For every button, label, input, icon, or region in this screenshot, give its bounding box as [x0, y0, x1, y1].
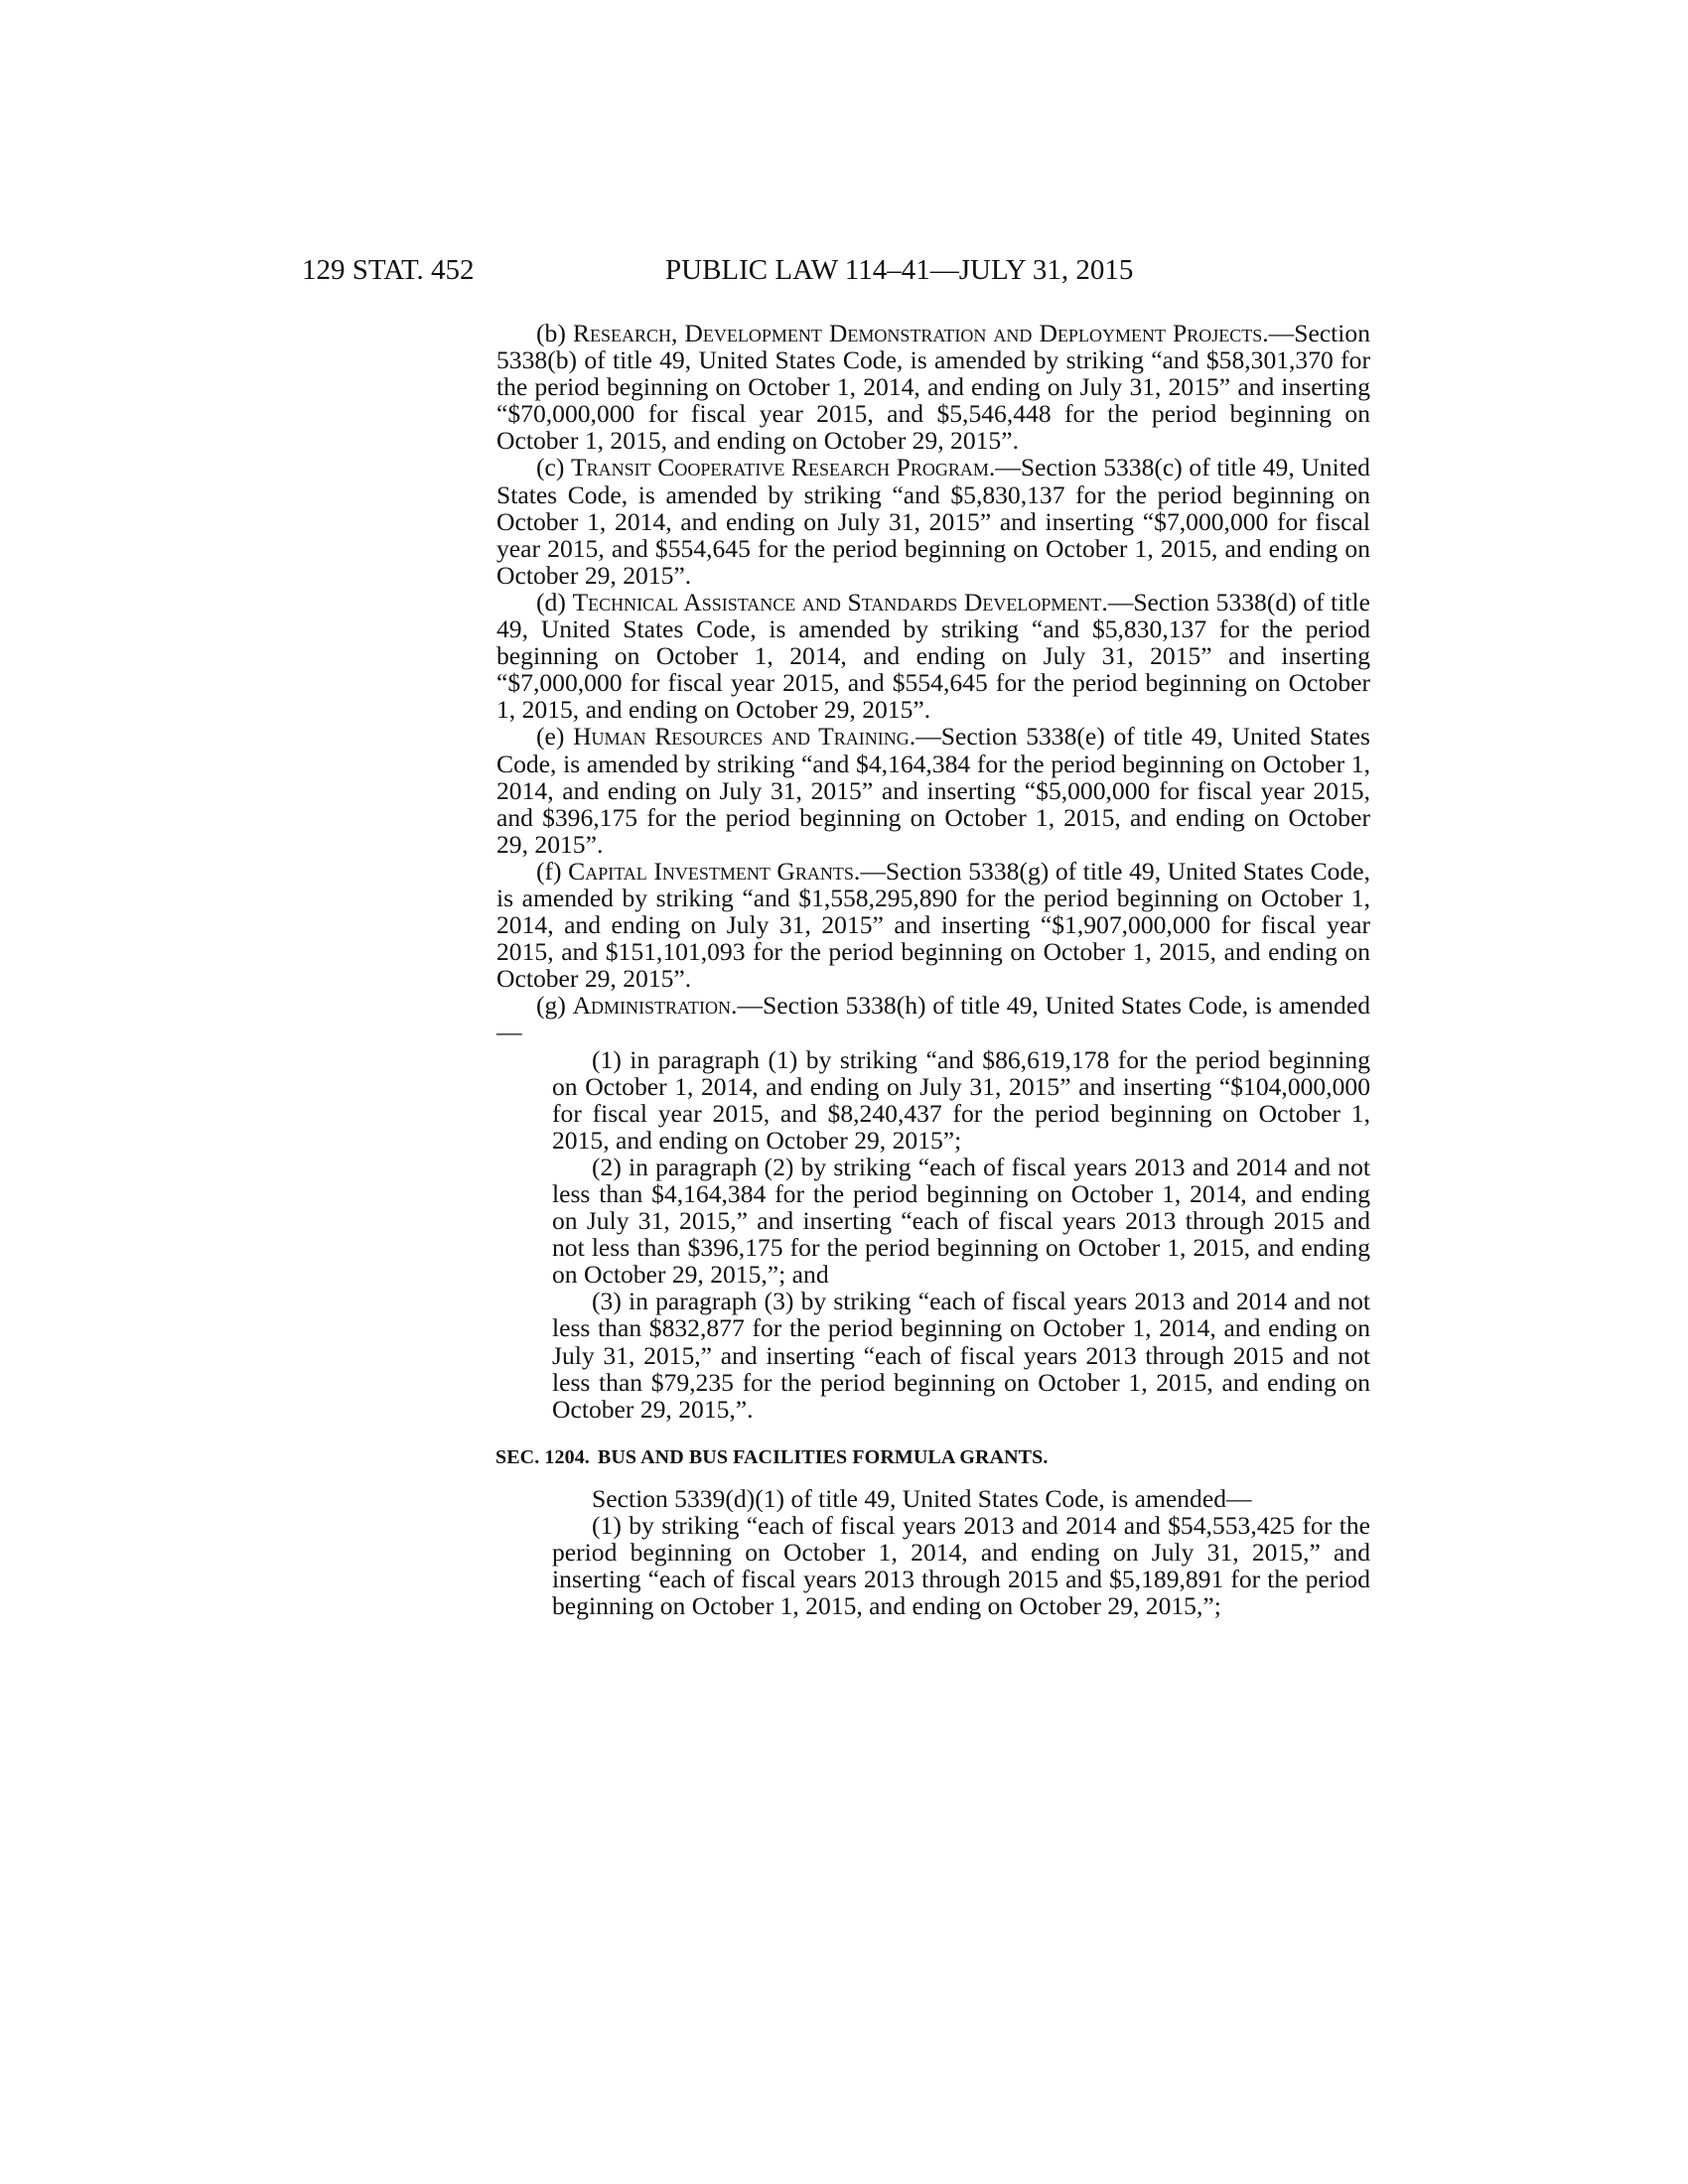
- paragraph-text: —Section 5338(c) of title 49, United States Code, is amended by striking “and $5,830,137 for the period beginning on October 1, 2014, and ending on July 31, 2015” and inserting “$7,000,000 for fiscal year 2015, and $554,645 for the period beginning on October 1, 2015, and ending on October 29, 2015”.: [496, 453, 1370, 590]
- section-title: BUS AND BUS FACILITIES FORMULA GRANTS.: [597, 1445, 1049, 1468]
- page-header: [302, 252, 1374, 288]
- paragraph-heading: Transit Cooperative Research Program.: [571, 453, 996, 482]
- paragraph-label: (d): [536, 587, 573, 616]
- section-number: SEC. 1204.: [495, 1445, 590, 1468]
- subparagraph-1: (1) in paragraph (1) by striking “and $86,619,178 for the period beginning on October 1, 2014, and ending on July 31, 2015” and inserting “$104,000,000 for fiscal year 2015, and $8,240,437 for the period beginning on October 1, 2015, and ending on October 29, 2015”;: [552, 1044, 1370, 1155]
- paragraph-label: (b): [536, 319, 573, 347]
- statute-citation: 129 STAT. 452: [302, 254, 475, 286]
- subparagraph-2: (2) in paragraph (2) by striking “each of fiscal years 2013 and 2014 and not less than $4,164,384 for the period beginning on October 1, 2014, and ending on July 31, 2015,” and inserting “each of fiscal years 2013 through 2015 and not less than $396,175 for the period beginning on October 1, 2015, and ending on October 29, 2015,”; and: [552, 1152, 1370, 1290]
- paragraph-c: [496, 454, 1370, 588]
- paragraph-d: [496, 589, 1370, 723]
- subparagraph-3: (3) in paragraph (3) by striking “each of fiscal years 2013 and 2014 and not less than $832,877 for the period beginning on October 1, 2014, and ending on July 31, 2015,” and inserting “each of fiscal years 2013 through 2015 and not less than $79,235 for the period beginning on October 1, 2015, and ending on October 29, 2015,”.: [552, 1287, 1370, 1424]
- paragraph-label: (e): [536, 722, 574, 751]
- paragraph-f: [496, 858, 1370, 992]
- section-intro: Section 5339(d)(1) of title 49, United States Code, is amended—: [592, 1483, 1252, 1513]
- paragraph-heading: Administration.: [572, 991, 738, 1021]
- paragraph-e: [496, 723, 1370, 857]
- paragraph-g: [496, 992, 1370, 1045]
- paragraph-text: —Section 5338(b) of title 49, United States Code, is amended by striking “and $58,301,370 for the period beginning on October 1, 2014, and ending on July 31, 2015” and inserting “$70,000,000 for fiscal year 2015, and $5,546,448 for the period beginning on October 1, 2015, and ending on October 29, 2015”.: [496, 319, 1370, 456]
- document-body: [496, 320, 1370, 1619]
- paragraph-label: (f): [536, 856, 569, 886]
- public-law-title: PUBLIC LAW 114–41—JULY 31, 2015: [665, 254, 1134, 286]
- paragraph-heading: Research, Development Demonstration and Deployment Projects.: [572, 319, 1269, 347]
- paragraph-b: [496, 320, 1370, 454]
- paragraph-text: —Section 5338(g) of title 49, United States Code, is amended by striking “and $1,558,295,890 for the period beginning on October 1, 2014, and ending on July 31, 2015” and inserting “$1,907,000,000 for fiscal year 2015, and $151,101,093 for the period beginning on October 1, 2015, and ending on October 29, 2015”.: [496, 856, 1371, 994]
- paragraph-heading: Capital Investment Grants.: [568, 856, 861, 886]
- paragraph-text: —Section 5338(e) of title 49, United States Code, is amended by striking “and $4,164,384 for the period beginning on October 1, 2014, and ending on July 31, 2015” and inserting “$5,000,000 for fiscal year 2015, and $396,175 for the period beginning on October 1, 2015, and ending on October 29, 2015”.: [496, 722, 1370, 859]
- paragraph-heading: Human Resources and Training.: [573, 722, 916, 751]
- paragraph-label: (g): [536, 991, 573, 1021]
- section-item-1: (1) by striking “each of fiscal years 2013 and 2014 and $54,553,425 for the period beginning on October 1, 2014, and ending on July 31, 2015,” and inserting “each of fiscal years 2013 through 2015 and $5,189,891 for the period beginning on October 1, 2015, and ending on October 29, 2015,”;: [552, 1510, 1370, 1621]
- paragraph-text: —Section 5338(d) of title 49, United States Code, is amended by striking “and $5,830,137 for the period beginning on October 1, 2014, and ending on July 31, 2015” and inserting “$7,000,000 for fiscal year 2015, and $554,645 for the period beginning on October 1, 2015, and ending on October 29, 2015”.: [496, 587, 1370, 725]
- section-heading: [495, 1444, 1370, 1471]
- paragraph-text: —Section 5338(h) of title 49, United States Code, is amended—: [496, 991, 1370, 1047]
- paragraph-heading: Technical Assistance and Standards Development.: [572, 587, 1108, 616]
- paragraph-label: (c): [536, 453, 572, 482]
